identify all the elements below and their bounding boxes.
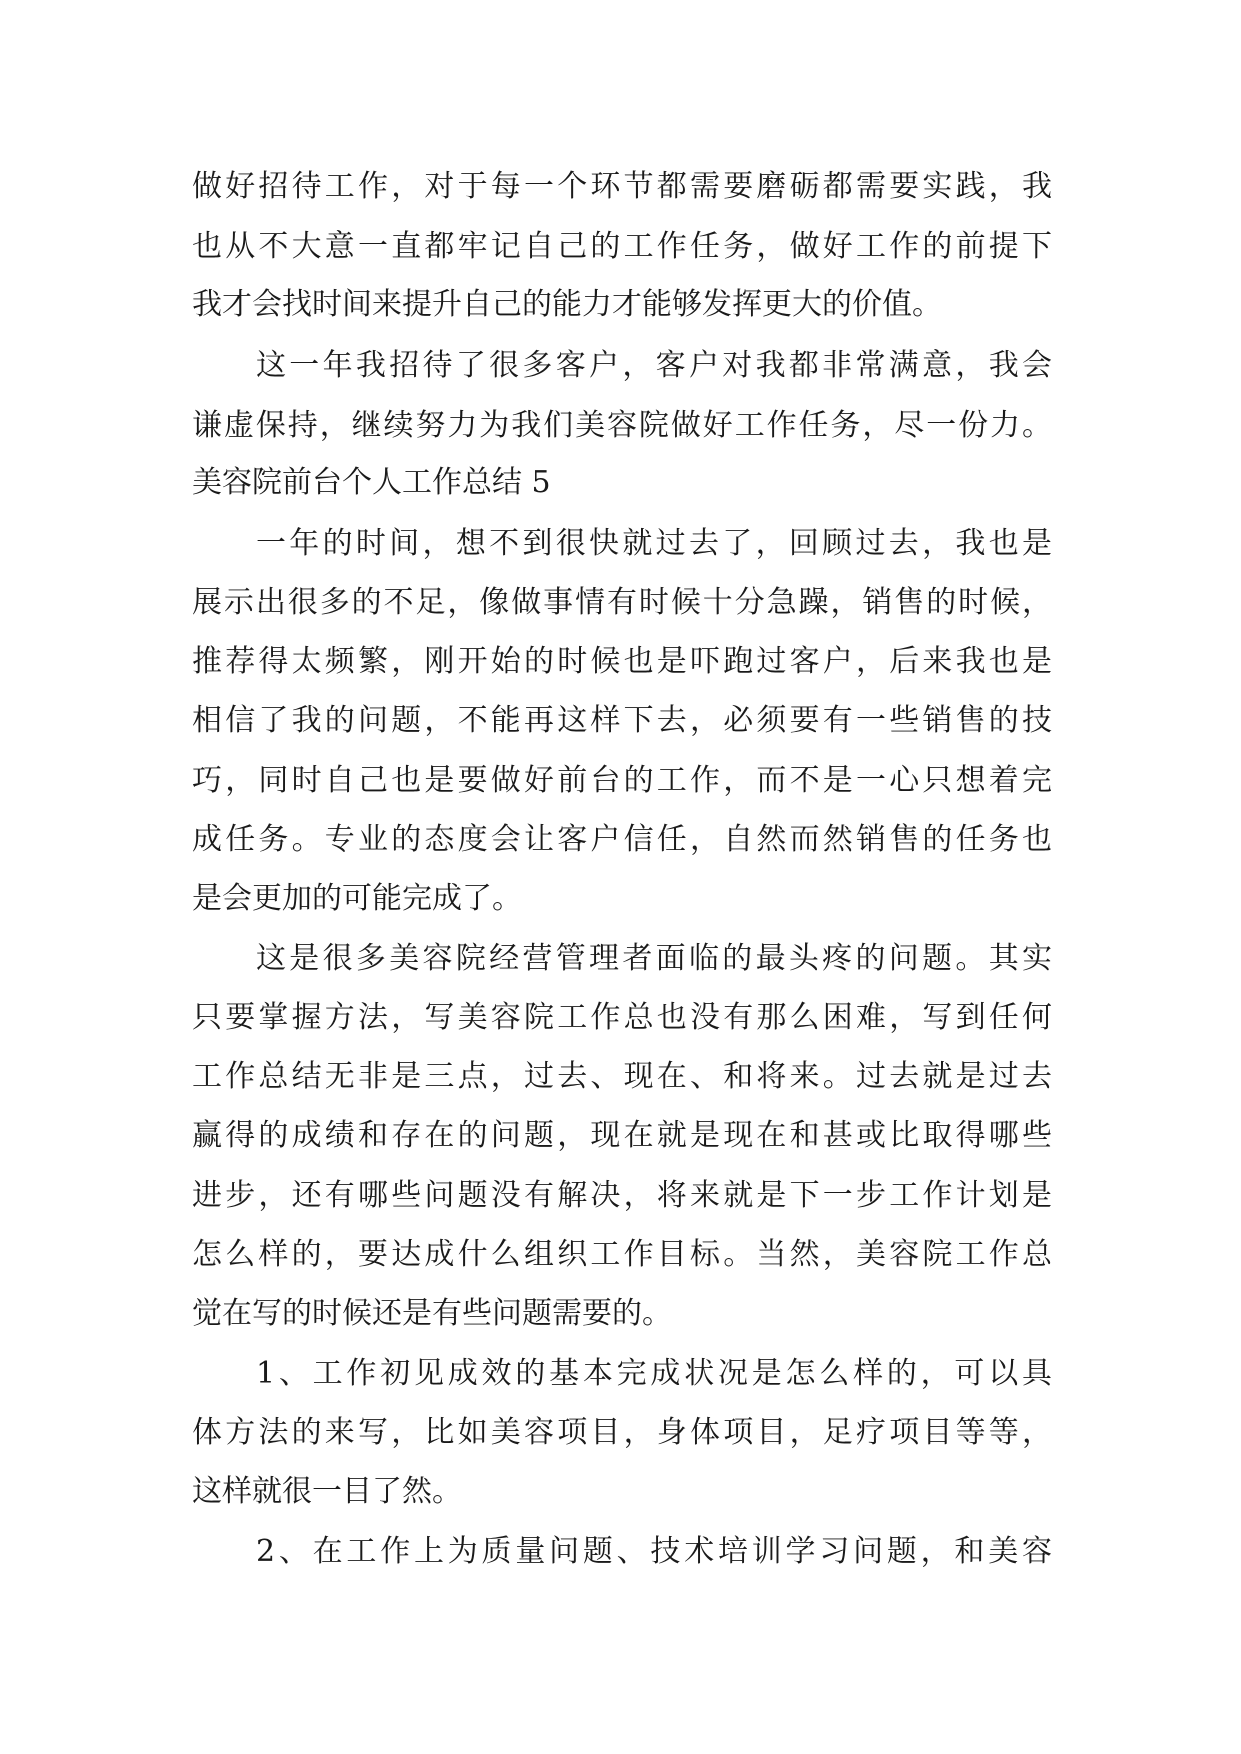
paragraph-5-line-2: 体方法的来写，比如美容项目，身体项目，足疗项目等等，	[192, 1415, 1052, 1450]
paragraph-4-line-3: 工作总结无非是三点，过去、现在、和将来。过去就是过去	[192, 1059, 1052, 1094]
paragraph-4-line-1: 这是很多美容院经营管理者面临的最头疼的问题。其实	[256, 941, 1052, 976]
paragraph-4-line-5: 进步，还有哪些问题没有解决，将来就是下一步工作计划是	[192, 1178, 1052, 1213]
paragraph-5-line-3: 这样就很一目了然。	[192, 1474, 462, 1509]
paragraph-1-line-3: 我才会找时间来提升自己的能力才能够发挥更大的价值。	[192, 287, 942, 322]
paragraph-6-line-1: 2、在工作上为质量问题、技术培训学习问题，和美容	[256, 1534, 1052, 1569]
paragraph-3-line-1: 一年的时间，想不到很快就过去了，回顾过去，我也是	[256, 526, 1052, 561]
paragraph-4-line-2: 只要掌握方法，写美容院工作总也没有那么困难，写到任何	[192, 1000, 1052, 1035]
paragraph-4-line-6: 怎么样的，要达成什么组织工作目标。当然，美容院工作总	[192, 1237, 1052, 1272]
paragraph-5-line-1: 1、工作初见成效的基本完成状况是怎么样的，可以具	[256, 1356, 1052, 1391]
paragraph-3-line-7: 是会更加的可能完成了。	[192, 881, 522, 916]
paragraph-3-line-3: 推荐得太频繁，刚开始的时候也是吓跑过客户，后来我也是	[192, 644, 1052, 679]
section-title: 美容院前台个人工作总结 5	[192, 465, 551, 500]
paragraph-1-line-1: 做好招待工作，对于每一个环节都需要磨砺都需要实践，我	[192, 169, 1052, 204]
paragraph-4-line-7: 觉在写的时候还是有些问题需要的。	[192, 1296, 672, 1331]
paragraph-3-line-4: 相信了我的问题，不能再这样下去，必须要有一些销售的技	[192, 703, 1052, 738]
paragraph-1-line-2: 也从不大意一直都牢记自己的工作任务，做好工作的前提下	[192, 229, 1052, 264]
paragraph-2-line-2: 谦虚保持，继续努力为我们美容院做好工作任务，尽一份力。	[192, 408, 1052, 443]
paragraph-3-line-2: 展示出很多的不足，像做事情有时候十分急躁，销售的时候，	[192, 585, 1052, 620]
paragraph-3-line-6: 成任务。专业的态度会让客户信任，自然而然销售的任务也	[192, 822, 1052, 857]
paragraph-3-line-5: 巧，同时自己也是要做好前台的工作，而不是一心只想着完	[192, 763, 1052, 798]
paragraph-4-line-4: 赢得的成绩和存在的问题，现在就是现在和甚或比取得哪些	[192, 1118, 1052, 1153]
paragraph-2-line-1: 这一年我招待了很多客户，客户对我都非常满意，我会	[256, 348, 1052, 383]
